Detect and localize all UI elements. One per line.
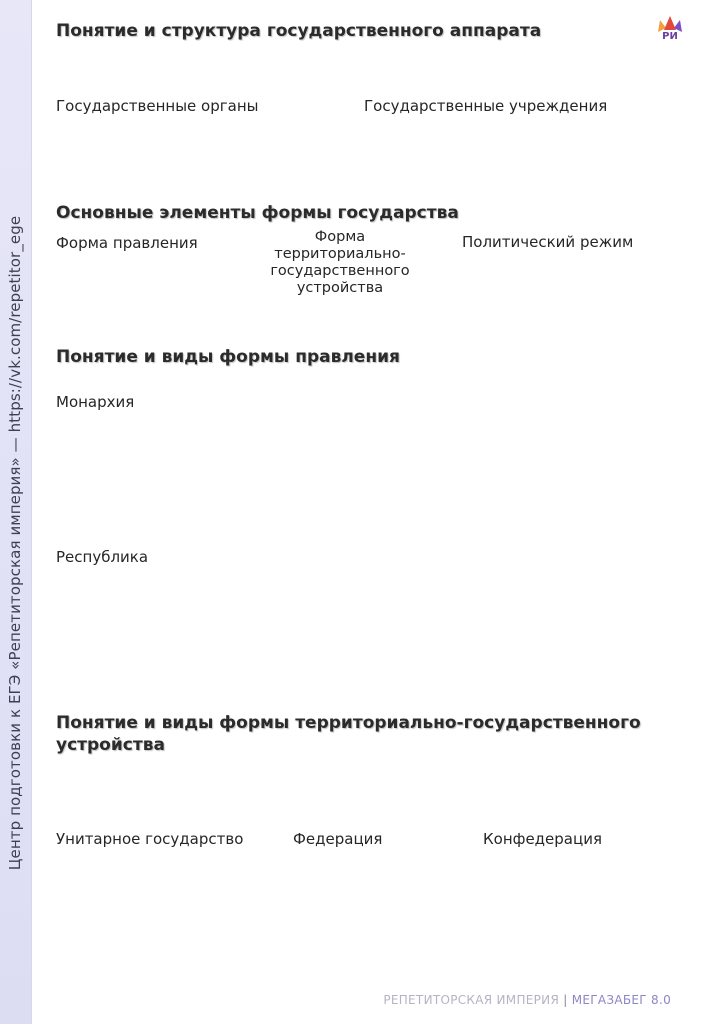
logo-text: РИ (662, 31, 678, 42)
item-government-form: Форма правления (56, 234, 198, 252)
item-monarchy: Монархия (56, 393, 135, 411)
section-title-territorial-form: Понятие и виды формы территориально-государственного устройства (56, 713, 641, 755)
item-republic: Республика (56, 548, 149, 566)
item-federation: Федерация (293, 830, 383, 848)
item-unitary-state: Унитарное государство (56, 830, 244, 848)
section-title-government-form: Понятие и виды формы правления (56, 347, 400, 367)
footer (383, 993, 671, 1007)
sidebar-strip (0, 0, 32, 1024)
item-state-bodies: Государственные органы (56, 97, 259, 115)
section-title-apparatus: Понятие и структура государственного аппарата (56, 21, 542, 41)
sidebar-caption: Центр подготовки к ЕГЭ «Репетиторская империя» — https://vk.com/repetitor_ege (6, 215, 24, 871)
item-confederation: Конфедерация (483, 830, 602, 848)
item-state-institutions: Государственные учреждения (364, 97, 608, 115)
footer-separator: | (563, 993, 568, 1007)
logo (650, 14, 690, 48)
footer-brand: РЕПЕТИТОРСКАЯ ИМПЕРИЯ (383, 993, 560, 1007)
item-political-regime: Политический режим (462, 233, 634, 251)
footer-event: МЕГАЗАБЕГ 8.0 (571, 993, 671, 1007)
item-territorial-form: Форма территориально-государственного устройства (270, 229, 410, 296)
section-title-form-elements: Основные элементы формы государства (56, 203, 459, 223)
